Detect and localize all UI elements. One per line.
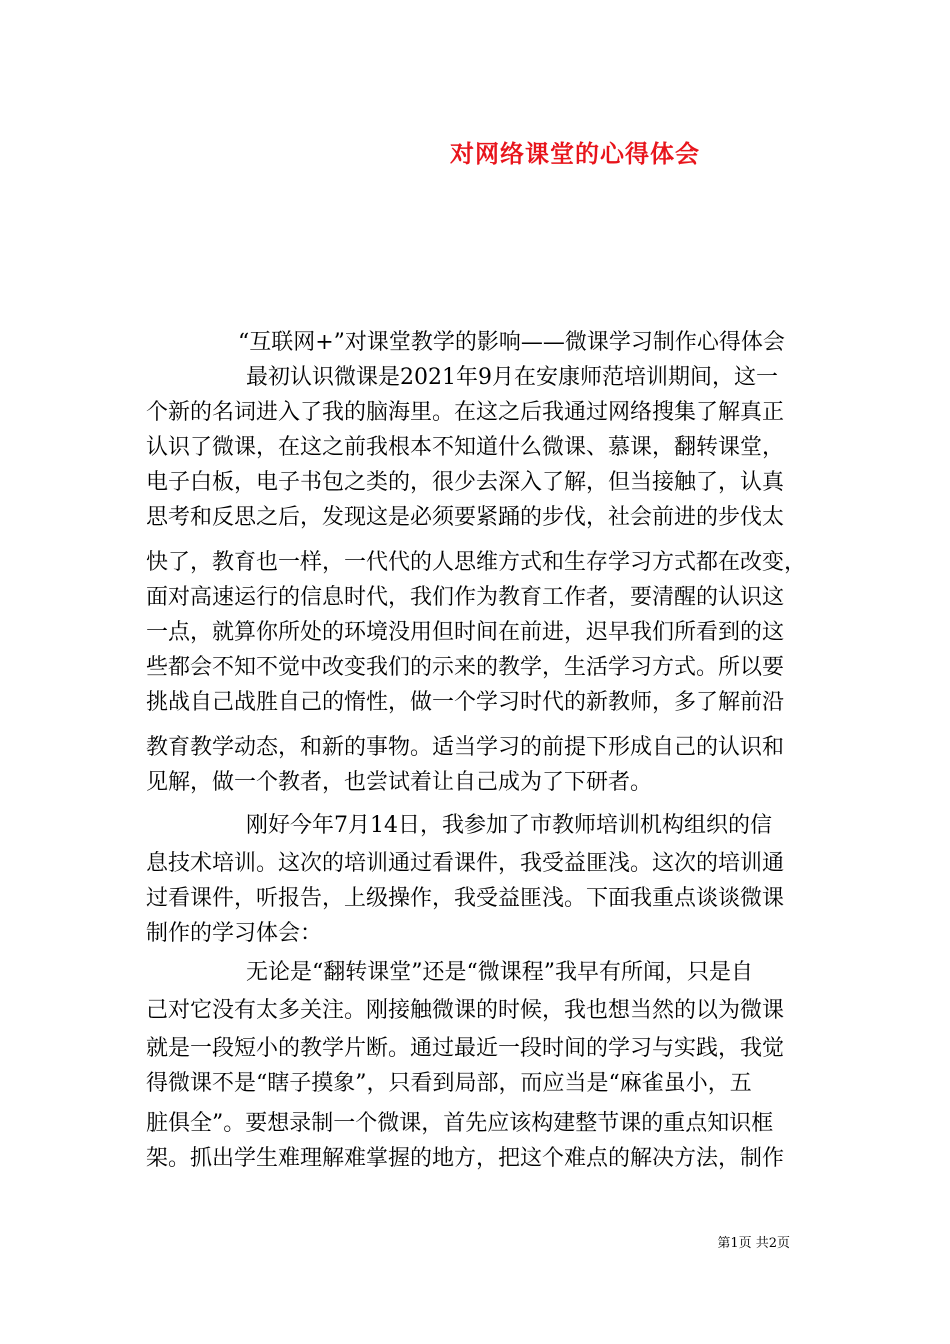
paragraph-1-line: 见解，做一个教者，也尝试着让自己成为了下研者。 xyxy=(146,770,653,795)
paragraph-1-line: 认识了微课，在这之前我根本不知道什么微课、慕课，翻转课堂， xyxy=(146,435,785,460)
paragraph-2-line: 制作的学习体会： xyxy=(146,921,323,946)
paragraph-3-line: 就是一段短小的教学片断。通过最近一段时间的学习与实践，我觉 xyxy=(146,1036,785,1061)
paragraph-1-line: 快了，教育也一样，一代代的人思维方式和生存学习方式都在改变， xyxy=(146,550,807,575)
paragraph-1-line: 挑战自己战胜自己的惰性，做一个学习时代的新教师，多了解前沿 xyxy=(146,690,785,715)
paragraph-2-line: 息技术培训。这次的培训通过看课件，我受益匪浅。这次的培训通 xyxy=(146,851,785,876)
paragraph-3-line: 脏俱全”。要想录制一个微课，首先应该构建整节课的重点知识框 xyxy=(146,1111,774,1136)
paragraph-1-line: 个新的名词进入了我的脑海里。在这之后我通过网络搜集了解真正 xyxy=(146,400,785,425)
paragraph-3-line: 无论是“翻转课堂”还是“微课程”我早有所闻，只是自 xyxy=(246,960,753,985)
document-title: 对网络课堂的心得体会 xyxy=(450,139,700,168)
paragraph-3-line: 架。抓出学生难理解难掌握的地方，把这个难点的解决方法，制作 xyxy=(146,1146,785,1171)
paragraph-3-line: 己对它没有太多关注。刚接触微课的时候，我也想当然的以为微课 xyxy=(146,998,785,1023)
paragraph-1-line: 教育教学动态，和新的事物。适当学习的前提下形成自己的认识和 xyxy=(146,735,785,760)
paragraph-3-line: 得微课不是“瞎子摸象”，只看到局部，而应当是“麻雀虽小，五 xyxy=(146,1071,752,1096)
paragraph-1-line: 些都会不知不觉中改变我们的示来的教学，生活学习方式。所以要 xyxy=(146,655,785,680)
page-number: 第1页 共2页 xyxy=(717,1236,790,1251)
paragraph-1-line: 一点，就算你所处的环境没用但时间在前进，迟早我们所看到的这 xyxy=(146,620,785,645)
document-subtitle: “互联网+”对课堂教学的影响——微课学习制作心得体会 xyxy=(238,330,785,355)
paragraph-1-line: 思考和反思之后，发现这是必须要紧踊的步伐，社会前进的步伐太 xyxy=(146,505,785,530)
paragraph-2-line: 刚好今年7月14日，我参加了市教师培训机构组织的信 xyxy=(246,813,772,838)
paragraph-1-line: 电子白板，电子书包之类的，很少去深入了解，但当接触了，认真 xyxy=(146,470,785,495)
paragraph-1-line: 面对高速运行的信息时代，我们作为教育工作者，要清醒的认识这 xyxy=(146,585,785,610)
paragraph-1-line: 最初认识微课是2021年9月在安康师范培训期间，这一 xyxy=(246,365,778,390)
paragraph-2-line: 过看课件，听报告，上级操作，我受益匪浅。下面我重点谈谈微课 xyxy=(146,886,785,911)
